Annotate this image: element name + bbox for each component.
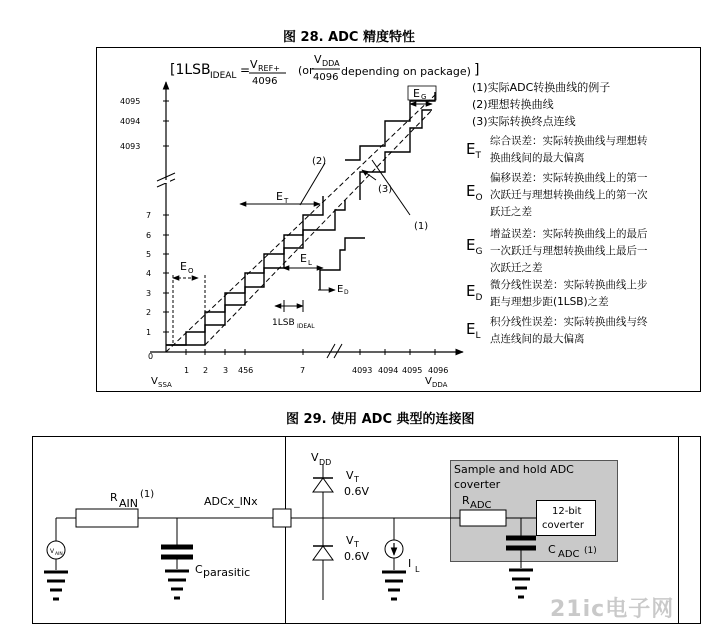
vt1-sub: T bbox=[354, 475, 359, 484]
eg-label: E bbox=[413, 87, 420, 100]
x-tick-2: 2 bbox=[203, 366, 209, 375]
vain-label: V bbox=[50, 548, 55, 555]
vssa-label: V bbox=[151, 376, 158, 387]
il-label: I bbox=[408, 557, 412, 570]
sh-title-line2: coverter bbox=[454, 478, 501, 491]
formula-open: [1LSB bbox=[170, 62, 211, 78]
formula-den2: 4096 bbox=[313, 72, 339, 83]
rain-sub: AIN bbox=[119, 497, 138, 510]
et-label: E bbox=[276, 190, 283, 203]
diode-bottom bbox=[313, 546, 333, 560]
y-tick-2: 2 bbox=[146, 308, 152, 317]
formula-num2-sub: DDA bbox=[322, 59, 340, 68]
vdda-label: V bbox=[425, 376, 432, 387]
vt2-val: 0.6V bbox=[344, 550, 370, 563]
formula-sub: IDEAL bbox=[210, 71, 237, 81]
x-tick-4093: 4093 bbox=[352, 366, 373, 375]
vt1-label: V bbox=[346, 469, 354, 482]
vdd-sub: DD bbox=[319, 458, 332, 467]
error-el-desc: 积分线性误差：实际转换曲线与终点连线间的最大偏离 bbox=[490, 316, 648, 345]
figure-29-caption: 图 29. 使用 ADC 典型的连接图 bbox=[286, 412, 475, 427]
rain-resistor bbox=[76, 509, 138, 527]
pin-label: ADCx_INx bbox=[204, 495, 258, 508]
radc-sub: ADC bbox=[470, 500, 492, 511]
rain-note: (1) bbox=[140, 489, 155, 500]
cpar-sub: parasitic bbox=[203, 566, 251, 579]
x-tick-4094: 4094 bbox=[378, 366, 399, 375]
vt2-sub: T bbox=[354, 540, 359, 549]
vt2-label: V bbox=[346, 534, 354, 547]
cadc-label: C bbox=[548, 543, 556, 556]
ed-label: E bbox=[337, 284, 344, 295]
eo-sub: O bbox=[188, 267, 194, 275]
formula-close: ] bbox=[474, 62, 480, 78]
x-tick-456: 456 bbox=[238, 366, 254, 375]
error-eg-desc: 增益误差：实际转换曲线上的最后一次跃迁与理想转换曲线上最后一次跃迁之差 bbox=[490, 228, 648, 274]
vdd-label: V bbox=[311, 451, 319, 464]
error-eo-desc: 偏移误差：实际转换曲线上的第一次跃迁与理想转换曲线上的第一次跃迁之差 bbox=[490, 172, 648, 218]
x-tick-3: 3 bbox=[223, 366, 229, 375]
x-tick-0: 0 bbox=[148, 352, 154, 361]
curve-label-3: (3) bbox=[378, 184, 393, 195]
el-label: E bbox=[300, 252, 307, 265]
y-tick-4095: 4095 bbox=[120, 97, 141, 106]
error-eo-symbol: $E_O$ bbox=[466, 182, 483, 203]
y-tick-4093: 4093 bbox=[120, 142, 141, 151]
formula-num1-sub: REF+ bbox=[258, 64, 280, 73]
eo-label: E bbox=[180, 260, 187, 273]
legend-item-1: (1)实际ADC转换曲线的例子 bbox=[472, 81, 611, 94]
formula-num1: V bbox=[250, 58, 258, 71]
legend-item-2: (2)理想转换曲线 bbox=[472, 98, 554, 111]
error-ed-symbol: $E_D$ bbox=[466, 282, 483, 303]
y-tick-6: 6 bbox=[146, 231, 152, 240]
x-tick-1: 1 bbox=[184, 366, 190, 375]
pin-box bbox=[273, 509, 291, 527]
vdda-sub: DDA bbox=[432, 381, 448, 389]
cadc-ground bbox=[509, 570, 533, 597]
formula-tail: depending on package) bbox=[341, 65, 471, 78]
formula-or: (or bbox=[298, 64, 314, 77]
error-ed-desc: 微分线性误差：实际转换曲线上步距与理想步距(1LSB)之差 bbox=[490, 279, 648, 308]
curve-label-1: (1) bbox=[414, 221, 429, 232]
error-el-symbol: $E_L$ bbox=[466, 320, 481, 341]
y-tick-4094: 4094 bbox=[120, 117, 141, 126]
x-tick-7: 7 bbox=[300, 366, 306, 375]
eg-sub: G bbox=[421, 93, 427, 101]
figure-28-caption: 图 28. ADC 精度特性 bbox=[283, 30, 415, 45]
error-et-desc: 综合误差：实际转换曲线与理想转换曲线间的最大偏离 bbox=[490, 135, 648, 164]
cpar-label: C bbox=[195, 563, 203, 576]
x-tick-4096: 4096 bbox=[428, 366, 449, 375]
rain-label: R bbox=[110, 491, 118, 504]
et-sub: T bbox=[284, 197, 289, 205]
lsb-sub: IDEAL bbox=[297, 323, 315, 330]
cadc-note: (1) bbox=[584, 546, 597, 556]
y-tick-3: 3 bbox=[146, 289, 152, 298]
sh-title-line1: Sample and hold ADC bbox=[454, 463, 574, 476]
y-tick-1: 1 bbox=[146, 328, 152, 337]
cadc-sub: ADC bbox=[558, 549, 580, 560]
diode-top bbox=[313, 478, 333, 492]
formula-den1: 4096 bbox=[252, 76, 278, 87]
formula-eq: = bbox=[240, 63, 251, 77]
vain-sub: AIN bbox=[55, 552, 63, 557]
y-tick-4: 4 bbox=[146, 269, 152, 278]
radc-resistor bbox=[460, 510, 506, 526]
vain-ground bbox=[44, 572, 68, 599]
y-tick-7: 7 bbox=[146, 211, 152, 220]
watermark: 21ic电子网 bbox=[550, 597, 675, 622]
cpar-ground bbox=[165, 571, 189, 598]
bit-box-line2: coverter bbox=[542, 520, 584, 531]
formula-num2: V bbox=[314, 53, 322, 66]
error-eg-symbol: $E_G$ bbox=[466, 236, 483, 257]
curve-label-2: (2) bbox=[312, 156, 327, 167]
x-tick-4095: 4095 bbox=[402, 366, 423, 375]
ed-sub: D bbox=[344, 289, 349, 296]
legend-item-3: (3)实际转换终点连线 bbox=[472, 115, 576, 128]
il-ground bbox=[382, 572, 406, 599]
el-sub: L bbox=[308, 259, 312, 267]
error-et-symbol: $E_T$ bbox=[466, 140, 481, 161]
y-tick-5: 5 bbox=[146, 250, 152, 259]
lsb-label: 1LSB bbox=[272, 318, 295, 328]
il-sub: L bbox=[415, 565, 420, 574]
radc-label: R bbox=[462, 494, 470, 507]
vt1-val: 0.6V bbox=[344, 485, 370, 498]
vssa-sub: SSA bbox=[158, 381, 172, 389]
bit-box-line1: 12-bit bbox=[552, 506, 582, 517]
